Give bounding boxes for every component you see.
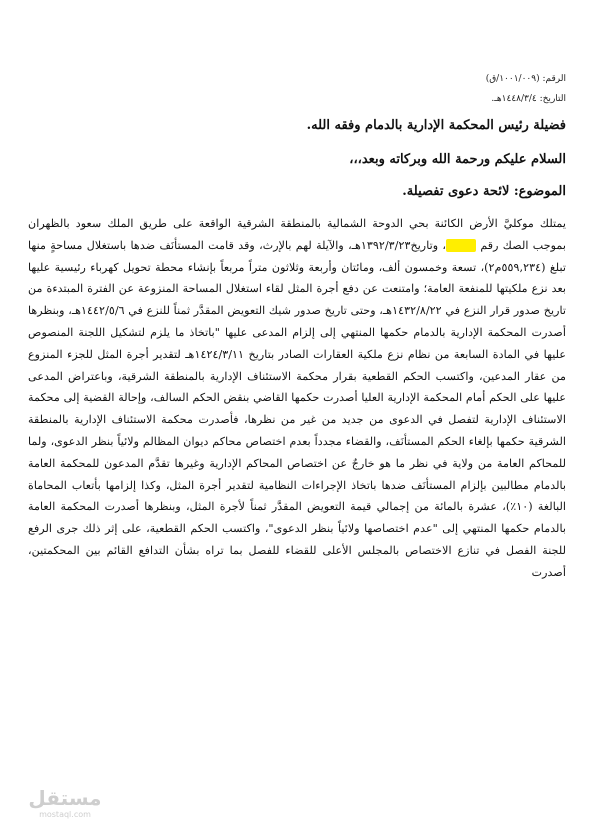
greeting-line: السلام عليكم ورحمة الله وبركاته وبعد،،،: [349, 152, 566, 167]
addressee-line: فضيلة رئيس المحكمة الإدارية بالدمام وفقه الله.: [306, 118, 566, 133]
logo-latin-text: mostaql.com: [39, 810, 91, 819]
body-text-part-1: يمتلك موكليَّ الأرض الكائنة بحي الدوحة الشمالية بالمنطقة الشرقية الواقعة على طريق الملك سعود بالظهران بموجب الصك رقم: [28, 217, 566, 252]
body-text-part-2: ، وتاريخ١٣٩٢/٣/٢٣هـ، والآيلة لهم بالإرث، وقد قامت المستأنَف ضدها باستغلال مساحةٍ منها تبلغ (٥٥٩,٢٣٤م٢)، تسعة وخمسون ألف، ومائتان وأربعة وثلاثون متراً مربعاً بإنشاء محطة تحويل كهرباء رئيسية عليها بعد نزع ملكيتها للمنفعة العامة؛ وامتنعت عن دفع أجرة المثل لقاء استغلال المساحة المنزوعة عن الفترة المبتدءة من تاريخ صدور قرار النزع في ١٤٣٢/٨/٢٢هـ، وحتى تاريخ صدور شيك التعويض المقدَّر ثمناً للنزع في ١٤٤٢/٥/٦هـ، وبنظرها أصدرت المحكمة الإدارية بالدمام حكمها المنتهي إلى إلزام المدعى عليها "باتخاذ ما يلزم لتشكيل اللجنة المنصوص عليها في المادة السابعة من نظام نزع ملكية العقارات الصادر بتاريخ ١٤٢٤/٣/١١هـ لتقدير أجرة المثل للجزء المنزوع من عقار المدعين، واكتسب الحكم القطعية بقرار محكمة الاستئناف الإدارية بالمنطقة الشرقية، وباعتراض المدعى عليها على الحكم أمام المحكمة الإدارية العليا أصدرت حكمها القاضي بنقض الحكم السالف، وإحالة القضية إلى محكمة الاستئناف الإدارية لتفصل في الدعوى من جديد من غير من نظرها، فأصدرت محكمة الاستئناف الإدارية بالمنطقة الشرقية حكمها بإلغاء الحكم المستأنَف، والقضاء مجدداً بعدم اختصاص محاكم ديوان المظالم ولائياً بنظر الدعوى، ولما للمحاكم العامة من ولاية في نظر ما هو خارجٌ عن اختصاص المحاكم الإدارية وغيرها تقدَّم المدعون للمحكمة العامة بالدمام مطالبين بإلزام المستأنَف ضدها باتخاذ الإجراءات النظامية لتقدير أجرة المثل، وكذا إلزامها بأتعاب المحاماة البالغة (١٠٪)، عشرة بالمائة من إجمالي قيمة التعويض المقدَّر ثمناً لأجرة المثل، وبنظرها أصدرت المحكمة العامة بالدمام حكمها المنتهي إلى "عدم اختصاصها ولائياً بنظر الدعوى"، واكتسب الحكم القطعية، على إثر ذلك جرى الرفع للجنة الفصل في تنازع الاختصاص بالمجلس الأعلى للقضاء للفصل بما تراه بشأن التدافع القائم بين المحكمتين، أصدرت: [28, 238, 566, 579]
mostaql-watermark-logo: [24, 786, 106, 826]
redacted-deed-number: [446, 239, 476, 252]
body-paragraph: [28, 213, 566, 584]
document-date: التاريخ: ١٤٤٨/٣/٤هـ.: [491, 94, 566, 104]
reference-number: الرقم: (١٠٠١/٠٠٩/ق): [485, 74, 566, 84]
logo-arabic-text: مستقل: [28, 786, 102, 810]
subject-line: الموضوع: لائحة دعوى تفصيلة.: [402, 184, 566, 199]
